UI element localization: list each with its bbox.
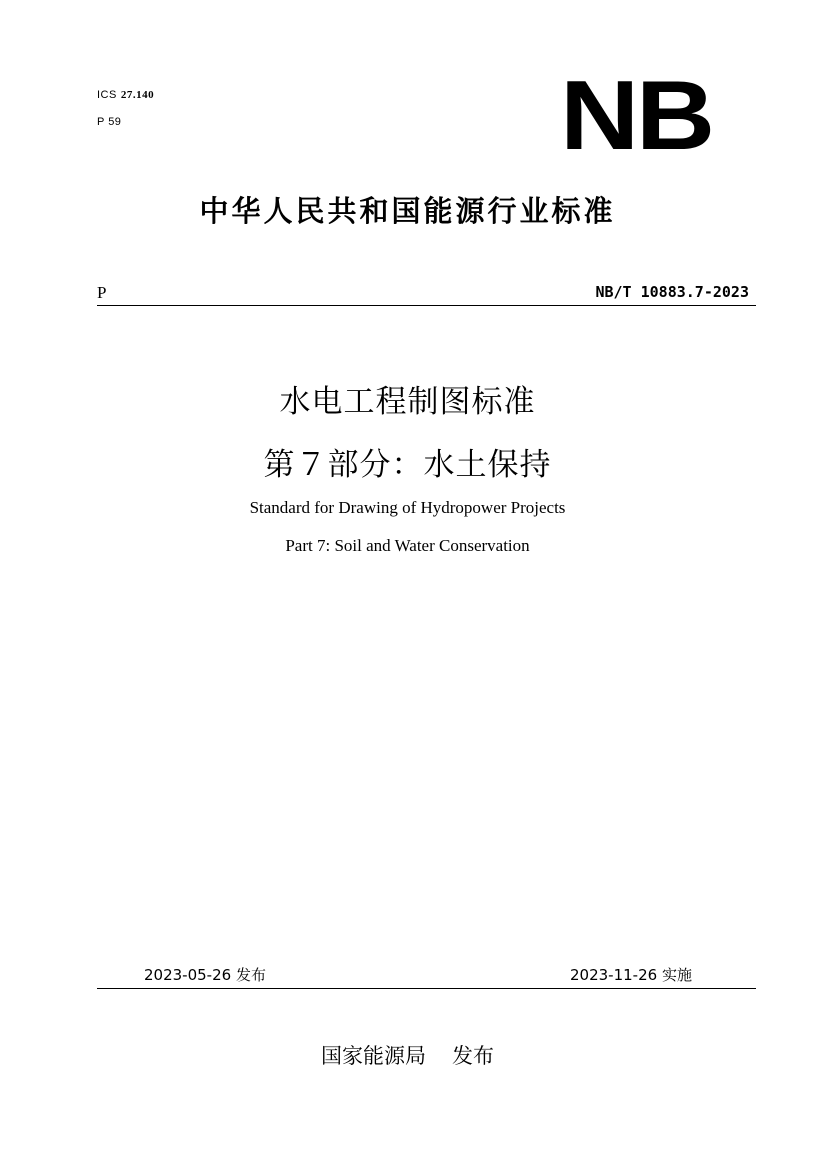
issue-date: 2023-05-26 发布	[144, 966, 266, 984]
ics-number: 27.140	[120, 89, 155, 101]
nb-logo: NB	[560, 60, 712, 170]
standard-number: NB/T 10883.7-2023	[595, 283, 749, 301]
implementation-date: 2023-11-26 实施	[570, 966, 692, 984]
title-en-part: Part 7: Soil and Water Conservation	[285, 536, 530, 555]
header-divider	[97, 305, 756, 306]
agency-title: 中华人民共和国能源行业标准	[199, 194, 616, 228]
ics-label: ICS	[97, 89, 117, 101]
classification-code: P	[97, 283, 107, 302]
title-en-main: Standard for Drawing of Hydropower Projects	[249, 498, 566, 517]
ics-code	[97, 89, 154, 101]
footer-divider	[97, 988, 756, 989]
publisher-action: 发布	[452, 1044, 494, 1068]
title-cn-part: 第７部分：水土保持	[263, 447, 552, 483]
p-code: P 59	[97, 116, 122, 128]
publisher-line	[0, 1040, 815, 1070]
title-cn-main: 水电工程制图标准	[279, 384, 536, 420]
publisher-name: 国家能源局	[321, 1044, 426, 1068]
